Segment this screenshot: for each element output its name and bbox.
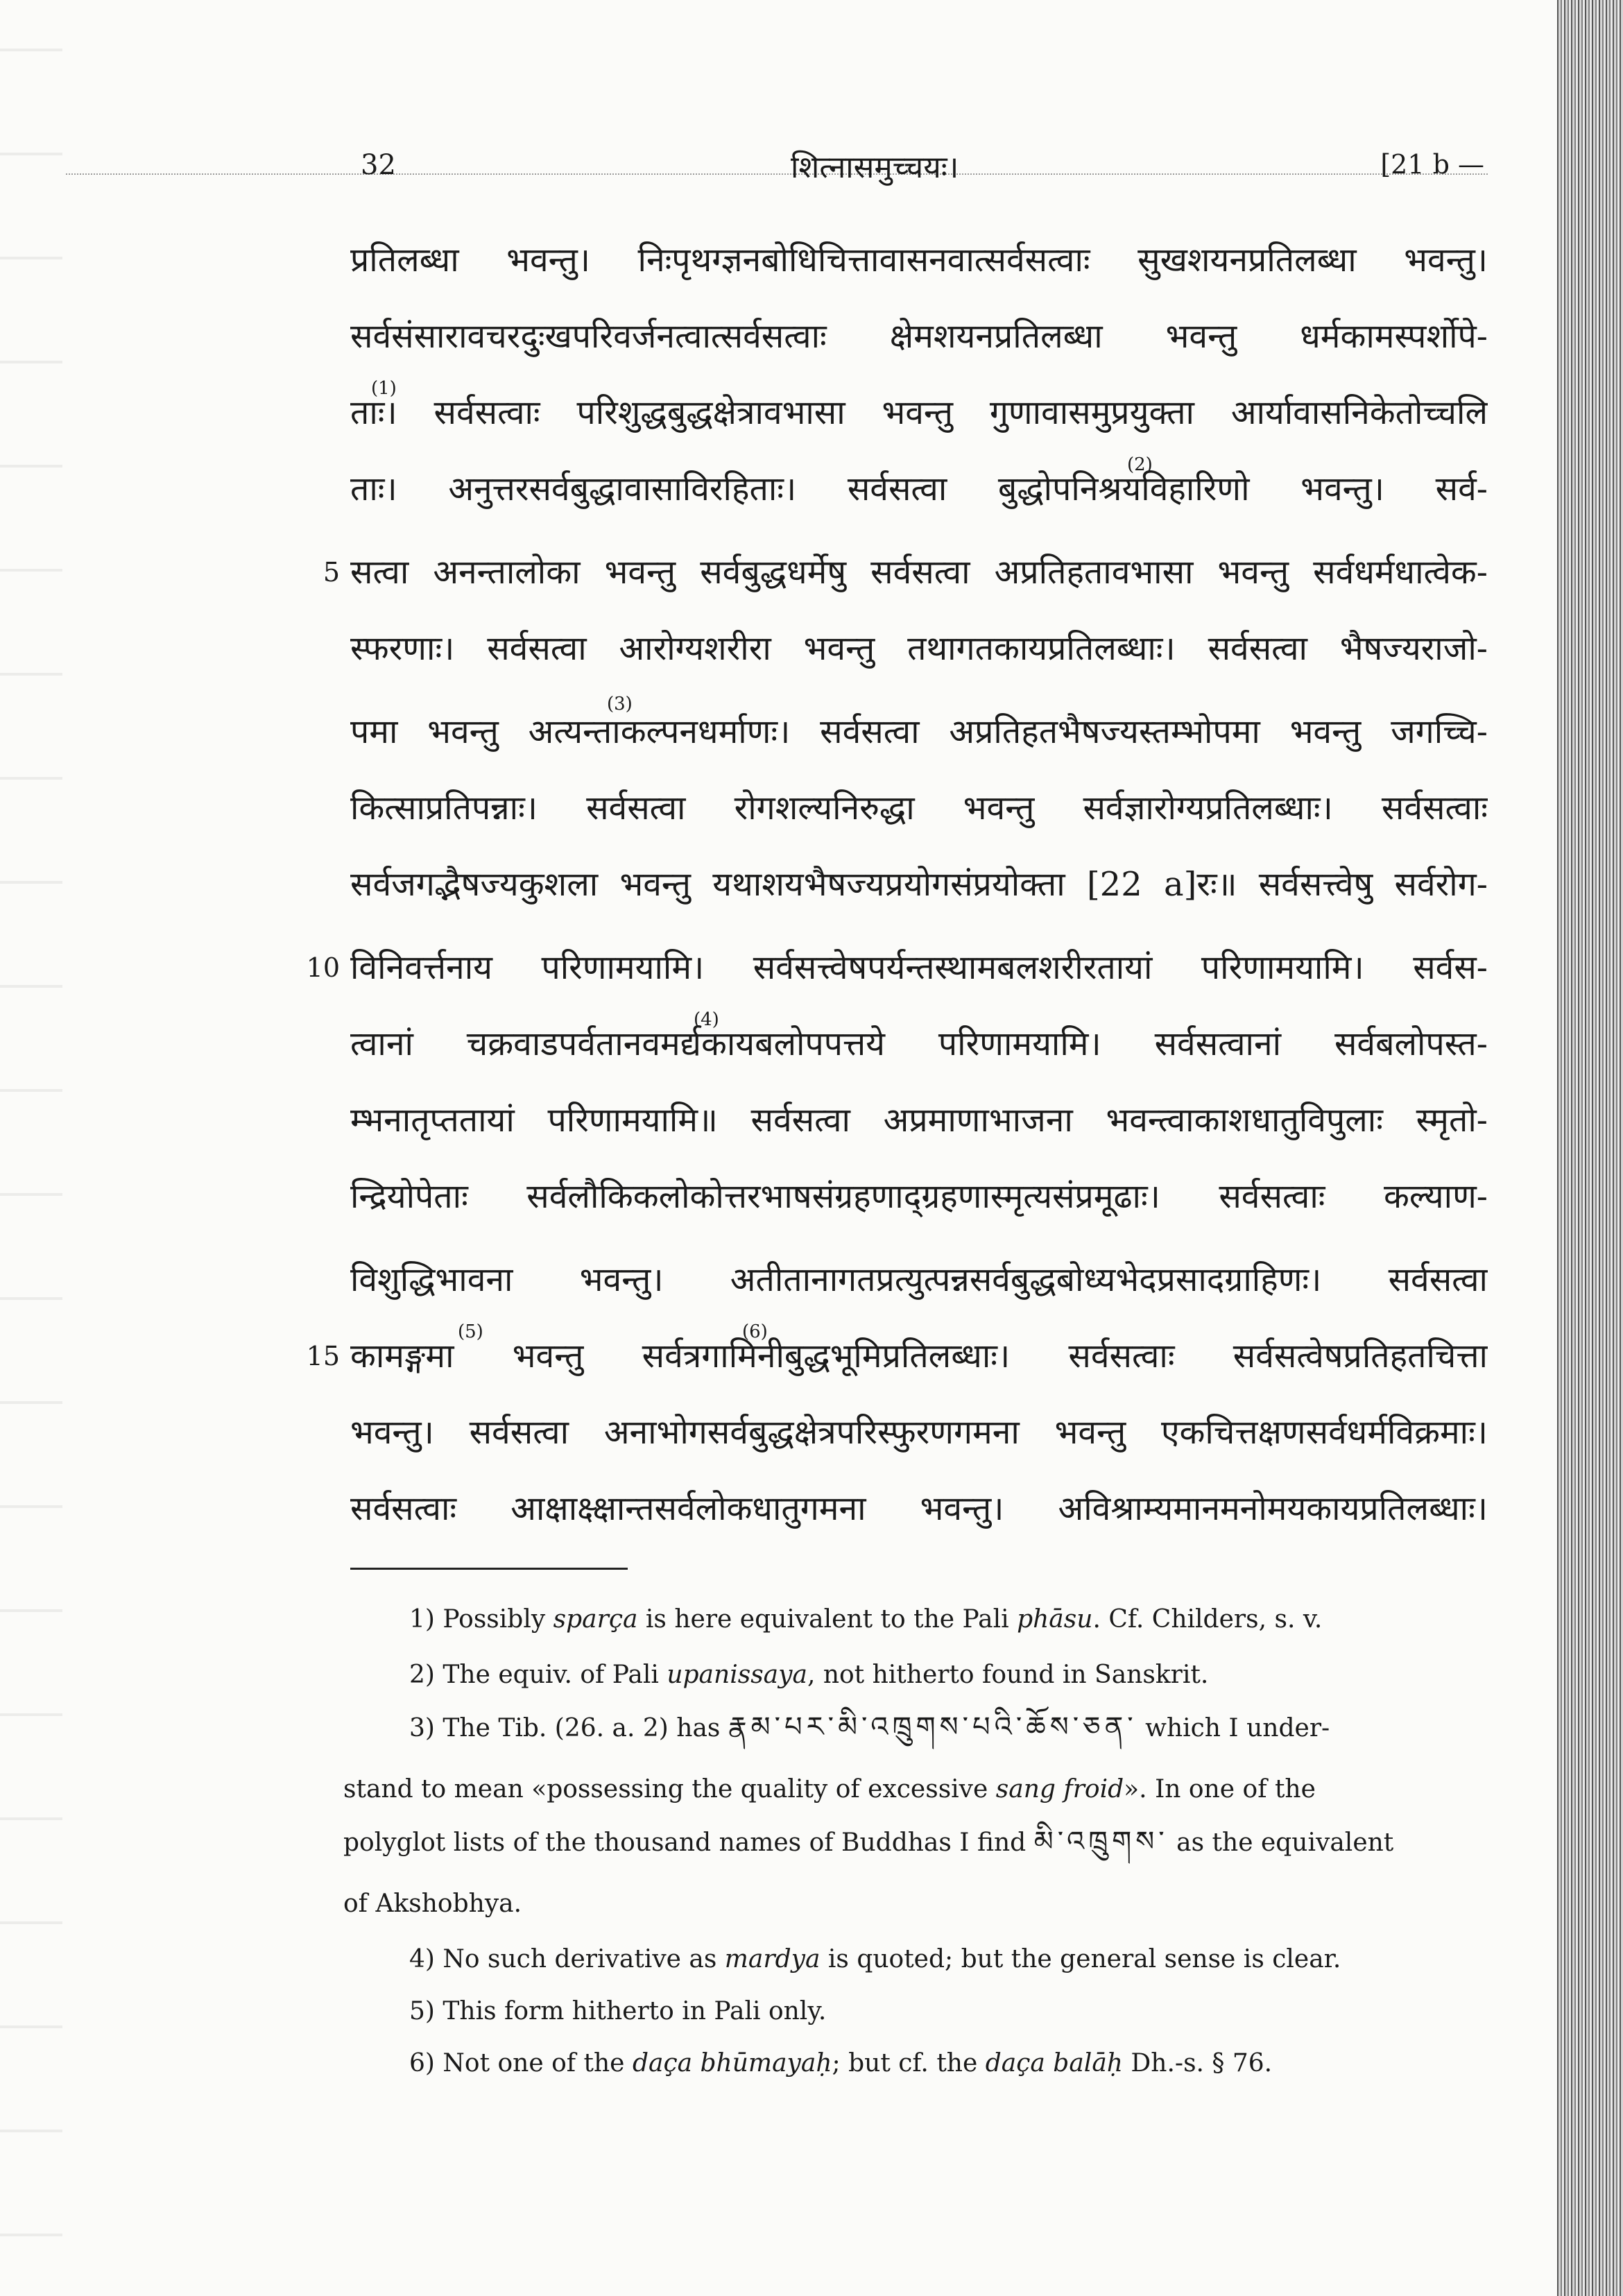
text-line: न्द्रियोपेताः सर्वलौकिकलोकोत्तरभाषसंग्रहणाद्ग्रहणास्मृत्यसंप्रमूढाः। सर्वसत्वाः कल्याण- [350, 1177, 1488, 1216]
text-line: म्भनातृप्ततायां परिणामयामि॥ सर्वसत्वा अप्रमाणाभाजना भवन्त्वाकाशधातुविपुलाः स्मृतो- [350, 1101, 1488, 1140]
text-line: ताः। सर्वसत्वाः परिशुद्धबुद्धक्षेत्रावभासा भवन्तु गुणावासमुप्रयुक्ता आर्यावासनिकेतोच्चलि [350, 393, 1488, 432]
page-number: 32 [361, 149, 396, 181]
footnote-2: 2) The equiv. of Pali upanissaya, not hitherto found in Sanskrit. [409, 1661, 1209, 1689]
text-line: स्फरणाः। सर्वसत्वा आरोग्यशरीरा भवन्तु तथागतकायप्रतिलब्धाः। सर्वसत्वा भैषज्यराजो- [350, 629, 1488, 668]
text-line: प्रतिलब्धा भवन्तु। निःपृथग्ज्ञनबोधिचित्तावासनवात्सर्वसत्वाः सुखशयनप्रतिलब्धा भवन्तु। [350, 241, 1488, 280]
footnote-3-cont: stand to mean «possessing the quality of excessive sang froid». In one of the [343, 1775, 1316, 1804]
note-mark-5: (5) [458, 1321, 483, 1342]
footnote-rule [350, 1568, 628, 1570]
text-line: पमा भवन्तु अत्यन्ताकल्पनधर्माणः। सर्वसत्वा अप्रतिहतभैषज्यस्तम्भोपमा भवन्तु जगच्चि- [350, 712, 1488, 751]
text-line: त्वानां चक्रवाडपर्वतानवमर्द्यकायबलोपपत्तये परिणामयामि। सर्वसत्वानां सर्वबलोपस्त- [350, 1025, 1488, 1063]
footnote-3-cont2: polyglot lists of the thousand names of Buddhas I find མི་འཁྲུགས་ as the equivalent [343, 1826, 1394, 1858]
text-line: कामङ्गमा भवन्तु सर्वत्रगामिनीबुद्धभूमिप्रतिलब्धाः। सर्वसत्वाः सर्वसत्वेषप्रतिहतचित्ता [350, 1337, 1488, 1376]
footnote-6: 6) Not one of the daça bhūmayaḥ; but cf. the daça balāḥ Dh.-s. § 76. [409, 2049, 1273, 2077]
line-number: 15 [306, 1341, 340, 1371]
note-mark-1: (1) [371, 378, 397, 399]
text-line: कित्साप्रतिपन्नाः। सर्वसत्वा रोगशल्यनिरुद्धा भवन्तु सर्वज्ञारोग्यप्रतिलब्धाः। सर्वसत्वाः [350, 789, 1488, 828]
scan-left-margin [0, 0, 62, 2296]
footnote-1: 1) Possibly sparça is here equivalent to the Pali phāsu. Cf. Childers, s. v. [409, 1605, 1323, 1634]
note-mark-3: (3) [607, 694, 633, 714]
text-line: विनिवर्त्तनाय परिणामयामि। सर्वसत्त्वेषपर्यन्तस्थामबलशरीरतायां परिणामयामि। सर्वस- [350, 948, 1488, 987]
footnote-5: 5) This form hitherto in Pali only. [409, 1997, 827, 2025]
footnote-4: 4) No such derivative as mardya is quoted; but the general sense is clear. [409, 1945, 1341, 1973]
text-line: विशुद्धिभावना भवन्तु। अतीतानागतप्रत्युत्पन्नसर्वबुद्धबोध्यभेदप्रसादग्राहिणः। सर्वसत्वा [350, 1260, 1488, 1299]
line-number: 5 [323, 557, 340, 588]
running-title: शित्नासमुच्चयः। [791, 150, 959, 185]
footnote-3: 3) The Tib. (26. a. 2) has རྣམ་པར་མི་འཁྲུགས་པའི་ཆོས་ཅན་ which I under- [409, 1711, 1330, 1743]
text-line: सर्वसंसारावचरदुःखपरिवर्जनत्वात्सर्वसत्वाः क्षेमशयनप्रतिलब्धा भवन्तु धर्मकामस्पर्शोपे- [350, 317, 1488, 356]
note-mark-2: (2) [1127, 454, 1153, 475]
page-header [361, 149, 1484, 198]
line-number: 10 [306, 952, 340, 983]
note-mark-4: (4) [694, 1009, 719, 1030]
text-line: ताः। अनुत्तरसर्वबुद्धावासाविरहिताः। सर्वसत्वा बुद्धोपनिश्रयविहारिणो भवन्तु। सर्व- [350, 470, 1488, 508]
folio-reference: [21 b — [1380, 149, 1484, 180]
footnote-3-cont3: of Akshobhya. [343, 1890, 522, 1918]
text-line: सर्वसत्वाः आक्षाक्ष्क्षान्तसर्वलोकधातुगमना भवन्तु। अविश्राम्यमानमनोमयकायप्रतिलब्धाः। [350, 1489, 1488, 1528]
text-line: भवन्तु। सर्वसत्वा अनाभोगसर्वबुद्धक्षेत्रपरिस्फुरणगमना भवन्तु एकचित्तक्षणसर्वधर्मविक्रमाः। [350, 1413, 1488, 1452]
tibetan-phrase: རྣམ་པར་མི་འཁྲུགས་པའི་ཆོས་ཅན་ [728, 1711, 1137, 1743]
text-line: सत्वा अनन्तालोका भवन्तु सर्वबुद्धधर्मेषु सर्वसत्वा अप्रतिहतावभासा भवन्तु सर्वधर्मधात्वेक- [350, 553, 1488, 592]
note-mark-6: (6) [742, 1321, 768, 1342]
text-line: सर्वजगद्भैषज्यकुशला भवन्तु यथाशयभैषज्यप्रयोगसंप्रयोक्ता [22 a]रः॥ सर्वसत्त्वेषु सर्वरोग- [350, 865, 1488, 904]
tibetan-word: མི་འཁྲུགས་ [1033, 1826, 1169, 1858]
scan-right-edge [1557, 0, 1623, 2296]
